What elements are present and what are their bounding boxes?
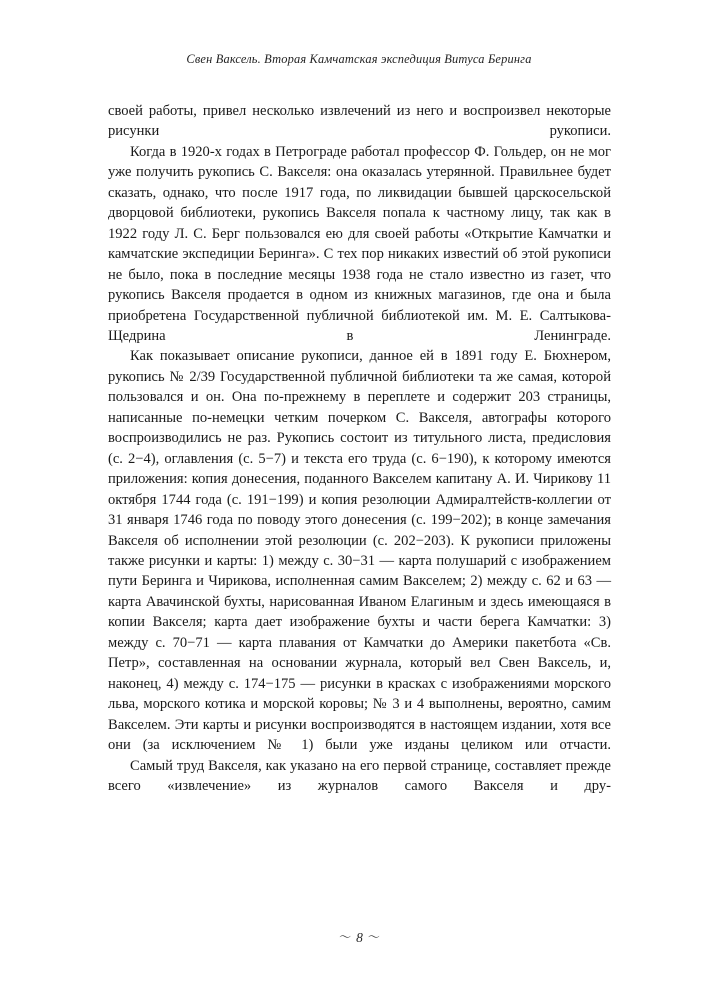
paragraph: своей работы, привел несколько извлечений из него и воспроизвел некоторые рисунки рукописи. xyxy=(108,103,611,140)
paragraph: Когда в 1920-х годах в Петрограде работал профессор Ф. Гольдер, он не мог уже получить рукопись С. Вакселя: она оказалась утерянной. Правильнее будет сказать, однако, что после 1917 года, по ликвидации бывшей царскосельской дворцовой библиотеки, рукопись Вакселя попала к частному лицу, так как в 1922 году Л. С. Берг пользовался ею для своей работы «Открытие Камчатки и камчатские экспедиции Беринга». С тех пор никаких известий об этой рукописи не было, пока в последние месяцы 1938 года не стало известно из газет, что рукопись Вакселя продается в одном из книжных магазинов, где она и была приобретена Государственной публичной библиотекой им. М. Е. Салтыкова-Щедрина в Ленинграде. xyxy=(108,143,611,344)
running-header: Свен Ваксель. Вторая Камчатская экспедиция Витуса Беринга xyxy=(186,52,532,66)
page-folio xyxy=(108,928,611,946)
swash-ornament-right-icon: 〜 xyxy=(367,930,380,944)
body-text-block xyxy=(108,101,611,796)
swash-ornament-left-icon: 〜 xyxy=(339,930,352,944)
page-number: 8 xyxy=(356,930,363,945)
paragraph: Как показывает описание рукописи, данное ей в 1891 году Е. Бюхнером, рукопись № 2/39 Государственной публичной библиотеки та же самая, которой пользовался и он. Она по-прежнему в переплете и содержит 203 страницы, написанные по-немецки четким почерком С. Вакселя, автографы которого воспроизводились не раз. Рукопись состоит из титульного листа, предисловия (с. 2−4), оглавления (с. 5−7) и текста его труда (с. 6−190), к которому имеются приложения: копия донесения, поданного Вакселем капитану А. И. Чирикову 11 октября 1744 года (с. 191−199) и копия резолюции Адмиралтейств-коллегии от 31 января 1746 года по поводу этого донесения (с. 199−202); в конце замечания Вакселя об исполнении этой резолюции (с. 202−203). К рукописи приложены также рисунки и карты: 1) между с. 30−31 — карта полушарий с изображением пути Беринга и Чирикова, исполненная самим Вакселем; 2) между с. 62 и 63 — карта Авачинской бухты, нарисованная Иваном Елагиным и здесь имеющаяся в копии Вакселя; карта дает изображение бухты и части берега Камчатки: 3) между с. 70−71 — карта плавания от Камчатки до Америки пакетбота «Св. Петр», составленная на основании журнала, который вел Свен Ваксель, и, наконец, 4) между с. 174−175 — рисунки в красках с изображениями морского льва, морского котика и морской коровы; № 3 и 4 выполнены, вероятно, самим Вакселем. Эти карты и рисунки воспроизводятся в настоящем издании, хотя все они (за исключением № 1) были уже изданы целиком или отчасти. xyxy=(108,348,611,754)
paragraph: Самый труд Вакселя, как указано на его первой странице, составляет прежде всего «извлечение» из журналов самого Вакселя и дру- xyxy=(108,757,611,794)
